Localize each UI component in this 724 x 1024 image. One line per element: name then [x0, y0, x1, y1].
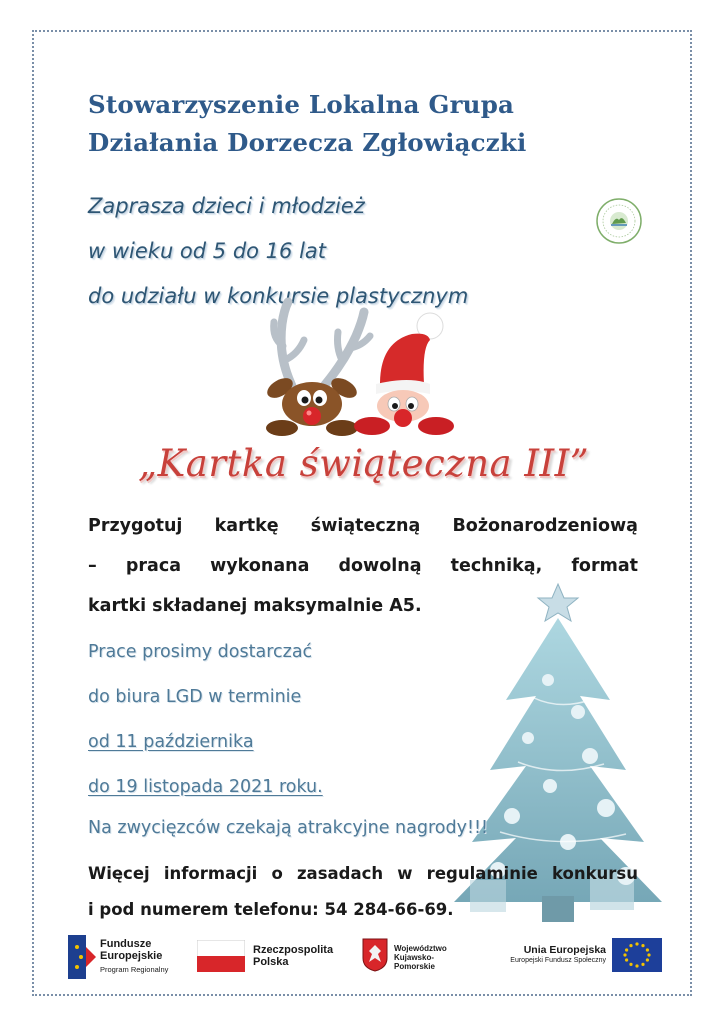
contest-description [88, 506, 638, 626]
wojewodztwo-logo [362, 932, 472, 982]
coat-of-arms-icon [362, 938, 388, 972]
unia-europejska-logo [504, 932, 669, 982]
rzeczpospolita-polska-logo [197, 932, 347, 982]
footer-logos [64, 932, 664, 982]
more-info-line-2: i pod numerem telefonu: 54 284-66-69. [88, 900, 454, 919]
fe-line-3: Program Regionalny [100, 965, 169, 974]
fundusze-europejskie-logo [64, 932, 184, 982]
fe-line-2: Europejskie [100, 950, 163, 962]
delivery-line-1: Prace prosimy dostarczać [88, 642, 313, 662]
delivery-date-from: od 11 października [88, 732, 254, 752]
ue-line-2: Europejski Fundusz Społeczny [510, 957, 606, 964]
fe-line-1: Fundusze [100, 938, 152, 950]
delivery-line-2: do biura LGD w terminie [88, 687, 302, 707]
contest-title: „Kartka świąteczna III” [138, 442, 590, 485]
prizes-text: Na zwycięzców czekają atrakcyjne nagrody!!! [88, 818, 488, 838]
polish-flag-icon [197, 940, 245, 972]
organization-name-line-2: Działania Dorzecza Zgłowiączki [88, 128, 527, 157]
eu-flag-icon [612, 938, 662, 972]
rp-line-1: Rzeczpospolita [253, 944, 334, 956]
ue-line-1: Unia Europejska [523, 944, 606, 956]
delivery-info [88, 630, 648, 810]
organization-name [88, 86, 608, 162]
invitation-line-1: Zaprasza dzieci i młodzież [88, 194, 365, 218]
organization-name-line-1: Stowarzyszenie Lokalna Grupa [88, 90, 515, 119]
more-info-line-1: Więcej informacji o zasadach w regulaminie konkursu [88, 864, 638, 883]
more-info-text [88, 856, 638, 928]
reindeer-and-santa-illustration [252, 296, 462, 442]
rp-line-2: Polska [253, 956, 289, 968]
delivery-date-to: do 19 listopada 2021 roku. [88, 777, 323, 797]
santa-head-icon [354, 313, 454, 435]
wk-line-1: Województwo [394, 944, 447, 953]
reindeer-antlers-icon [274, 302, 370, 386]
fe-emblem-icon [68, 935, 96, 979]
invitation-line-2: w wieku od 5 do 16 lat [88, 239, 327, 263]
invitation-line-3: do udziału w konkursie plastycznym [88, 284, 469, 308]
description-line-1: Przygotuj kartkę świąteczną Bożonarodzeniową [88, 516, 638, 536]
description-line-3: kartki składanej maksymalnie A5. [88, 596, 422, 616]
reindeer-head-icon [264, 374, 360, 436]
description-line-2: – praca wykonana dowolną techniką, format [88, 556, 638, 576]
wk-line-2: Kujawsko-Pomorskie [394, 953, 435, 971]
lgd-logo-badge [596, 198, 642, 244]
